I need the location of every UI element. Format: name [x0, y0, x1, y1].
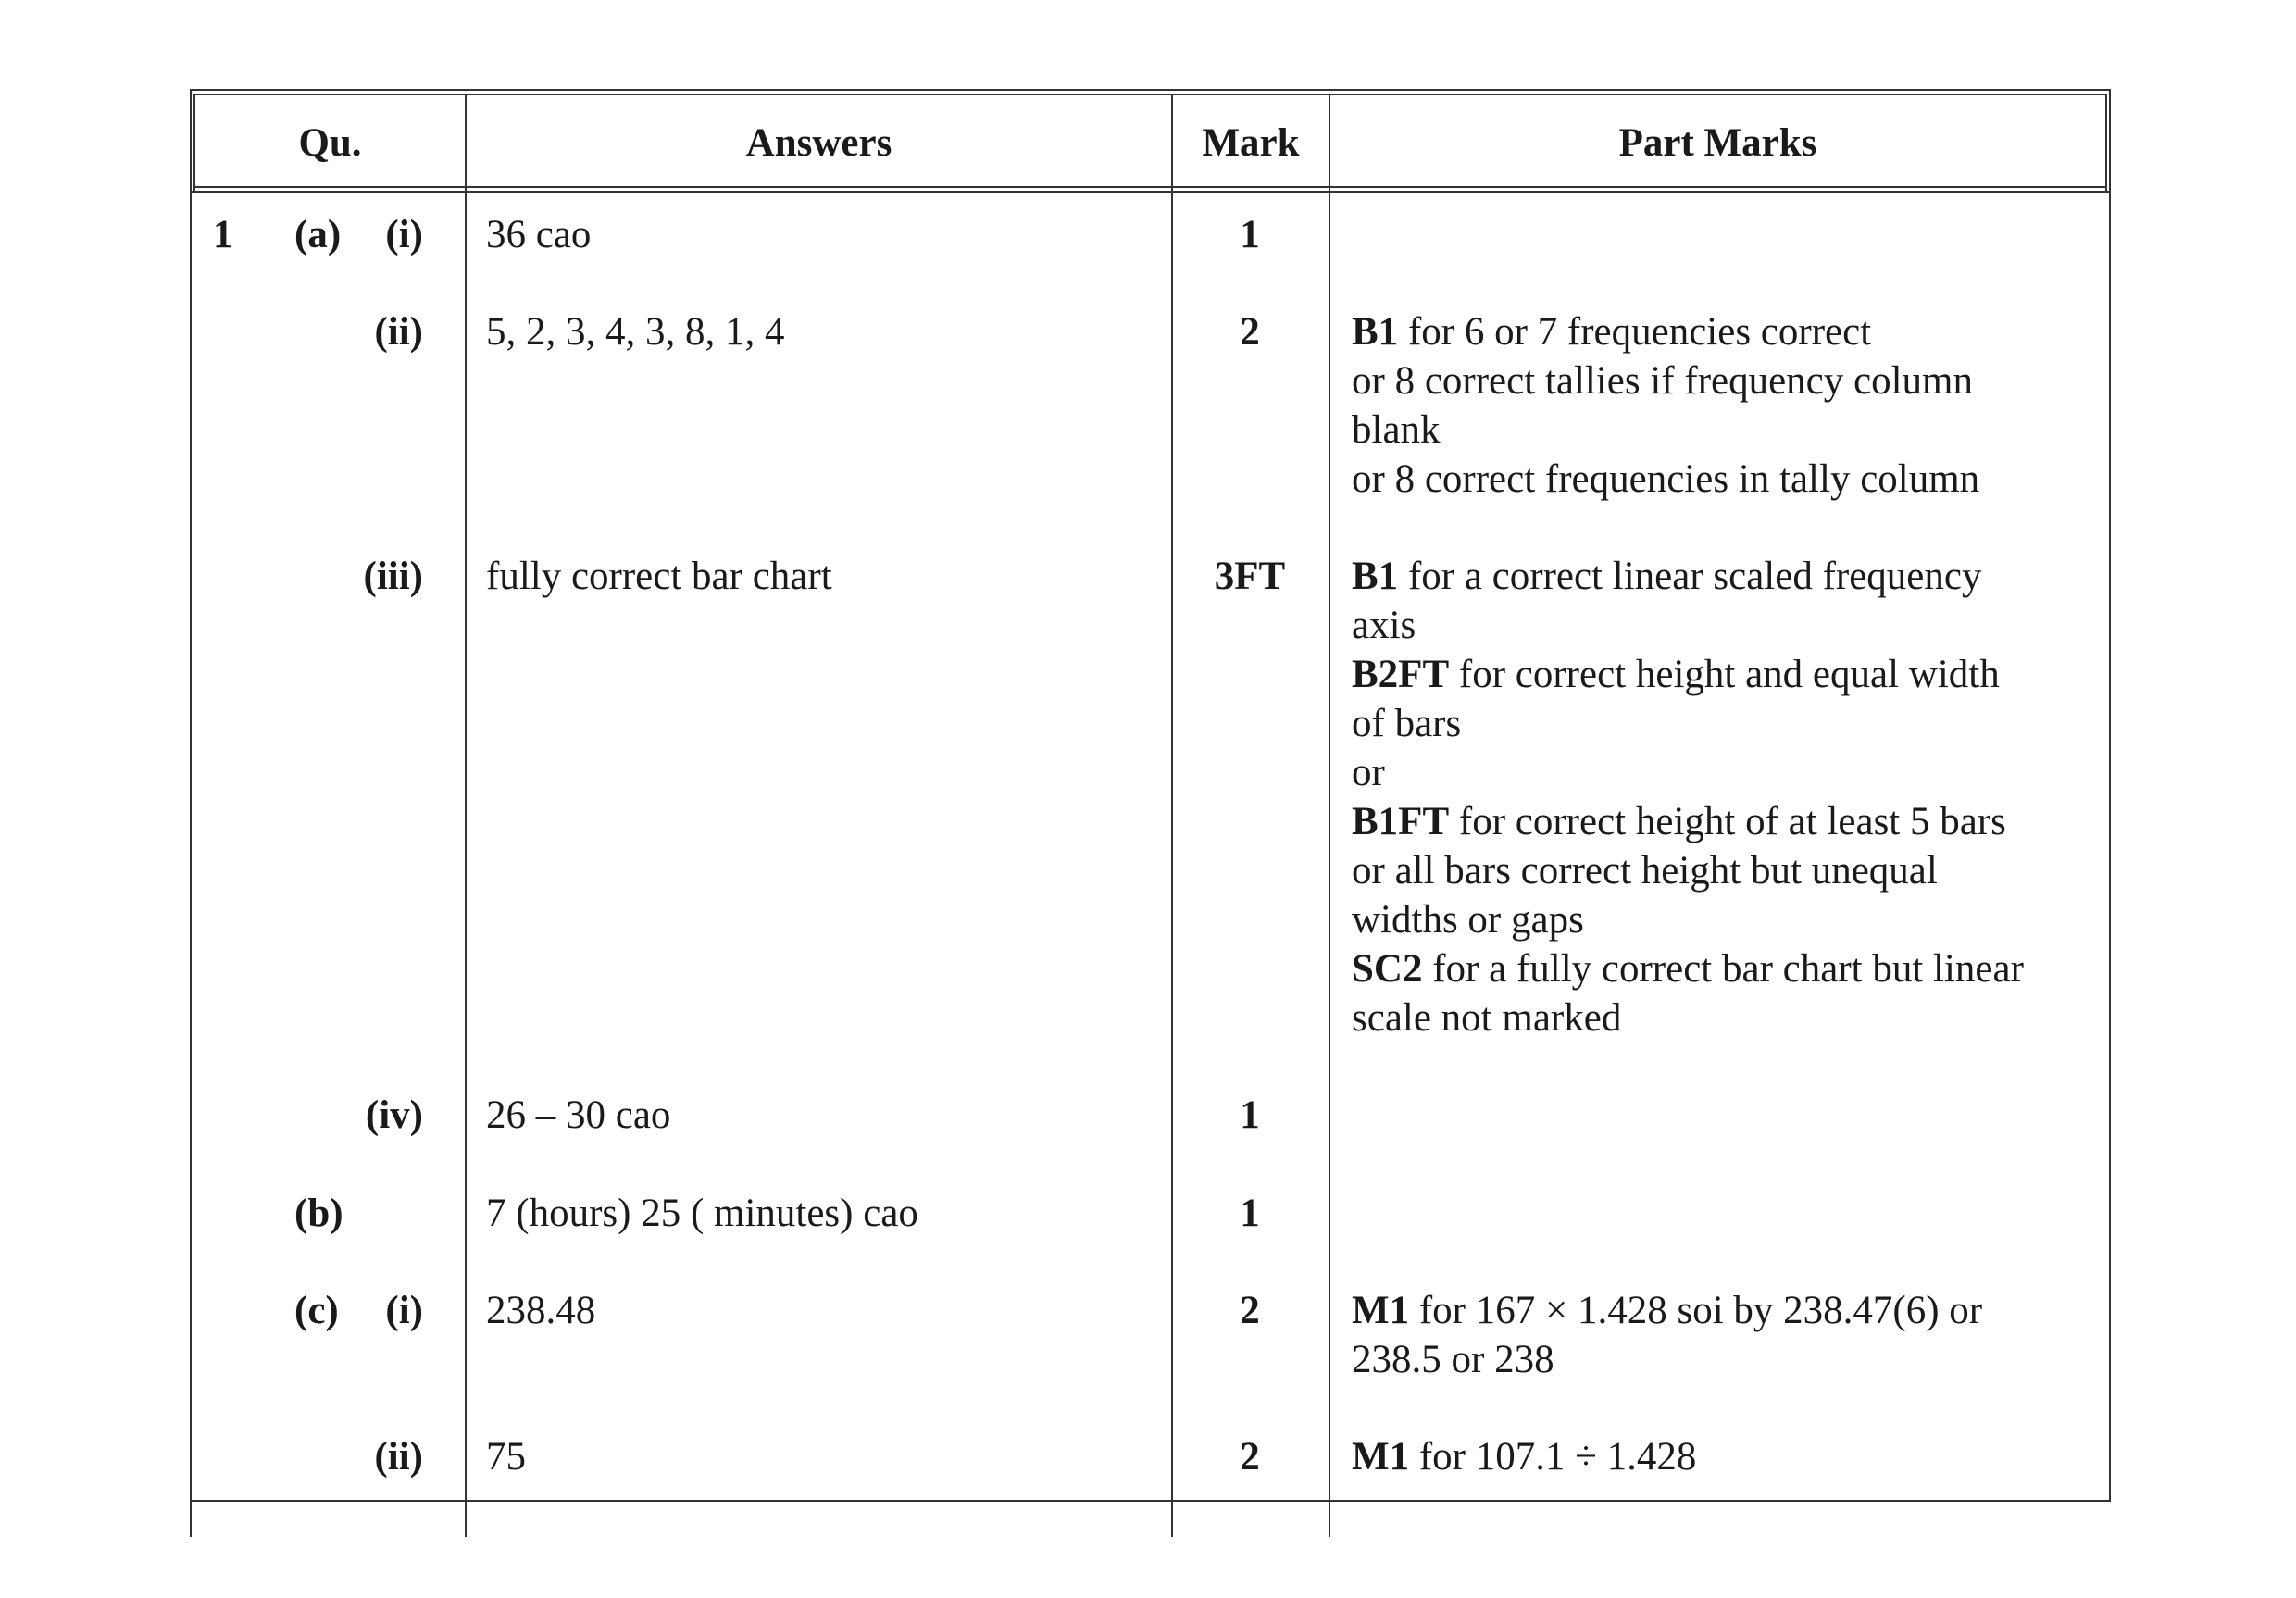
part-mark-line: B1 for a correct linear scaled frequency [1352, 555, 1982, 598]
sub-part-label: (ii) [374, 310, 423, 354]
table-top-border [190, 89, 2111, 91]
column-divider-answers [1171, 94, 1173, 1537]
sub-part-label: (iii) [363, 555, 423, 598]
table-right-border [2109, 89, 2111, 1502]
column-divider-qu [465, 94, 467, 1537]
table-bottom-border [192, 1500, 2109, 1502]
part-mark-line: or 8 correct frequencies in tally column [1352, 457, 1980, 501]
part-mark-line: or 8 correct tallies if frequency column [1352, 359, 1973, 403]
sub-part-label: (i) [385, 213, 423, 256]
part-mark-line: or all bars correct height but unequal [1352, 849, 1938, 893]
header-bottom-border-2 [190, 191, 2111, 193]
part-mark-line: axis [1352, 604, 1416, 647]
part-mark-line: widths or gaps [1352, 898, 1584, 942]
header-bottom-border [193, 186, 2107, 188]
answer-cell: 26 – 30 cao [486, 1093, 671, 1137]
part-mark-line: 238.5 or 238 [1352, 1338, 1554, 1381]
part-mark-line: M1 for 167 × 1.428 soi by 238.47(6) or [1352, 1289, 1983, 1332]
part-mark-line: of bars [1352, 702, 1462, 745]
sub-part-label: (ii) [374, 1435, 423, 1479]
answer-cell: 75 [486, 1435, 526, 1479]
column-divider-mark [1329, 94, 1330, 1537]
table-right-border-inner [2105, 94, 2107, 193]
mark-cell: 1 [1240, 1192, 1260, 1235]
part-mark-line: M1 for 107.1 ÷ 1.428 [1352, 1435, 1697, 1479]
part-mark-line: scale not marked [1352, 996, 1622, 1040]
part-mark-line: SC2 for a fully correct bar chart but linear [1352, 947, 2024, 991]
header-qu: Qu. [298, 121, 362, 165]
part-mark-line: or [1352, 751, 1385, 794]
part-mark-line: blank [1352, 408, 1441, 452]
mark-cell: 2 [1240, 1289, 1260, 1332]
answer-cell: 7 (hours) 25 ( minutes) cao [486, 1192, 918, 1235]
answer-cell: 238.48 [486, 1289, 596, 1332]
answer-cell: fully correct bar chart [486, 555, 832, 598]
answer-cell: 5, 2, 3, 4, 3, 8, 1, 4 [486, 310, 785, 354]
table-left-border [190, 89, 192, 1537]
part-label: (b) [294, 1192, 343, 1235]
part-mark-line: B1 for 6 or 7 frequencies correct [1352, 310, 1872, 354]
part-mark-line: B2FT for correct height and equal width [1352, 653, 2000, 696]
table-top-border-inner [193, 94, 2107, 95]
sub-part-label: (iv) [365, 1093, 423, 1137]
header-answers: Answers [745, 121, 892, 165]
sub-part-label: (i) [385, 1289, 423, 1332]
mark-cell: 1 [1240, 1093, 1260, 1137]
answer-cell: 36 cao [486, 213, 592, 256]
part-label: (a) [294, 213, 342, 256]
part-label: (c) [294, 1289, 339, 1332]
part-mark-line: B1FT for correct height of at least 5 bars [1352, 800, 2006, 843]
mark-cell: 2 [1240, 1435, 1260, 1479]
mark-cell: 2 [1240, 310, 1260, 354]
header-part-marks: Part Marks [1618, 121, 1817, 165]
mark-cell: 3FT [1214, 555, 1286, 598]
header-mark: Mark [1202, 121, 1300, 165]
mark-cell: 1 [1240, 213, 1260, 256]
question-number: 1 [213, 213, 233, 256]
